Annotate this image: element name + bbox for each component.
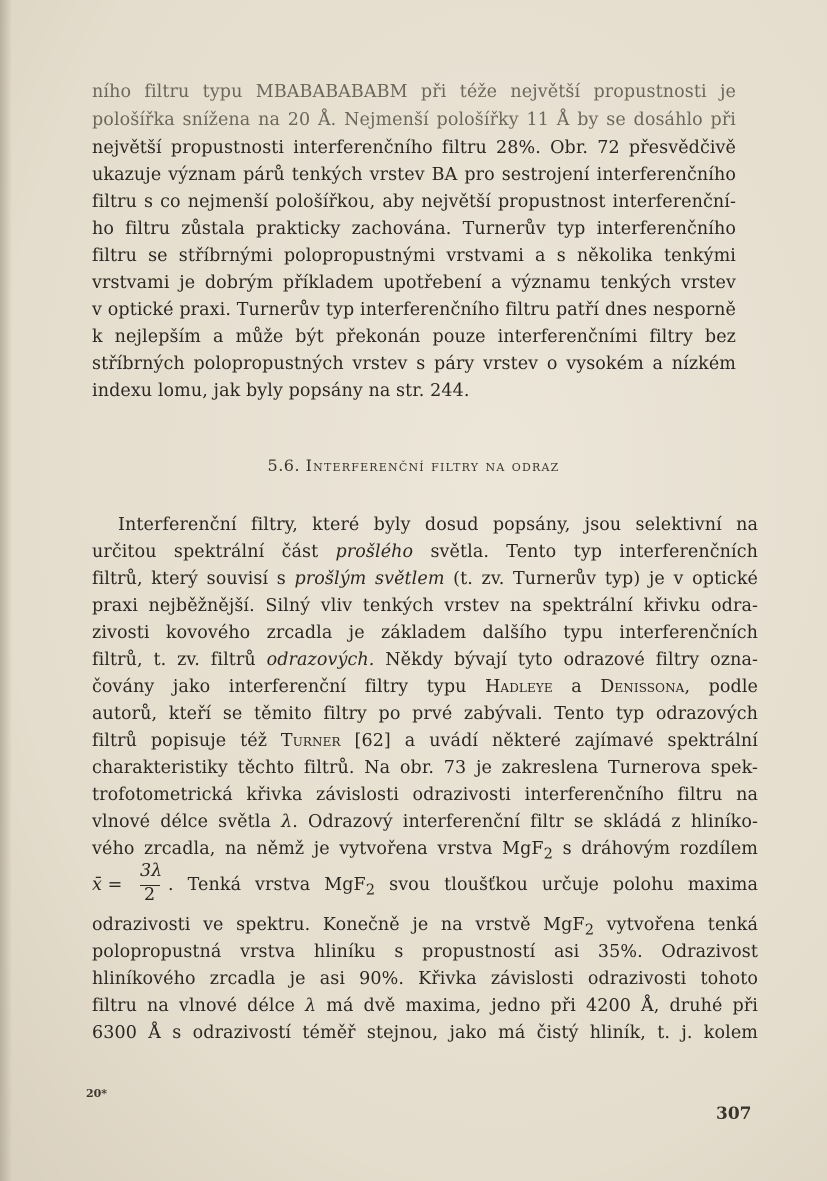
text-line: vého zrcadla, na němž je vytvořena vrstva MgF$_2$ s dráhovým rozdílem [92,839,758,863]
text-line: Interferenční filtry, které byly dosud popsány, jsou selektivní na [118,515,758,535]
text-line: stříbrných polopropustných vrstev s páry vrstev o vysokém a nízkém [92,354,736,374]
text-line: trofotometrická křivka závislosti odrazivosti interferenčního filtru na [92,785,758,805]
signature-mark: 20* [86,1087,108,1100]
text-line: indexu lomu, jak byly popsány na str. 244. [92,381,470,401]
text-line: ho filtru zůstala prakticky zachována. Turnerův typ interferenčního [92,219,736,239]
text-line: pološířka snížena na 20 Å. Nejmenší pološířky 11 Å by se dosáhlo při [92,110,736,130]
text-line: filtru na vlnové délce λ má dvě maxima, jedno při 4200 Å, druhé při [92,996,758,1016]
text-line: . Tenká vrstva MgF$_2$ svou tloušťkou určuje polohu maxima [168,875,758,899]
text-line: hliníkového zrcadla je asi 90%. Křivka závislosti odrazivosti tohoto [92,969,758,989]
text-line: zivosti kovového zrcadla je základem dalšího typu interferenčních [92,623,758,643]
text-line: autorů, kteří se těmito filtry po prvé zabývali. Tento typ odrazových [92,704,758,724]
page-binding-shadow [0,0,12,1181]
text-line: praxi nejběžnější. Silný vliv tenkých vrstev na spektrální křivku odra- [92,596,758,616]
text-line: čovány jako interferenční filtry typu Hadleye a Denissona, podle [92,677,758,697]
section-number: 5.6. [267,456,301,475]
text-line: filtrů, který souvisí s prošlým světlem (t. zv. Turnerův typ) je v optické [92,569,758,589]
text-line: k nejlepším a může být překonán pouze interferenčními filtry bez [92,327,736,347]
text-line: vrstvami je dobrým příkladem upotřebení a významu tenkých vrstev [92,273,736,293]
fraction-denominator: 2 [144,885,156,905]
text-line: filtrů, t. zv. filtrů odrazových. Někdy bývají tyto odrazové filtry ozna- [92,650,758,670]
section-heading [0,456,827,475]
text-line: v optické praxi. Turnerův typ interferenčního filtru patří dnes nesporně [92,300,736,320]
equation-lhs: x̄ = [92,875,123,895]
text-line: ukazuje význam párů tenkých vrstev BA pro sestrojení interferenčního [92,165,736,185]
fraction-numerator: 3λ [140,861,163,881]
text-line: 6300 Å s odrazivostí téměř stejnou, jako má čistý hliník, t. j. kolem [92,1023,758,1043]
text-line: největší propustnosti interferenčního filtru 28%. Obr. 72 přesvědčivě [92,138,736,158]
text-line: filtru se stříbrnými polopropustnými vrstvami a s několika tenkými [92,246,736,266]
text-line: určitou spektrální část prošlého světla. Tento typ interferenčních [92,542,758,562]
equation-fraction [140,861,164,911]
page-number: 307 [716,1104,752,1124]
text-line: ního filtru typu MBABABABABM při téže největší propustnosti je [92,82,736,102]
text-line: charakteristiky těchto filtrů. Na obr. 73 je zakreslena Turnerova spek- [92,758,758,778]
text-line: polopropustná vrstva hliníku s propustností asi 35%. Odrazivost [92,942,758,962]
section-title: Interferenční filtry na odraz [305,456,560,475]
text-line: vlnové délce světla λ. Odrazový interferenční filtr se skládá z hliníko- [92,812,758,832]
text-line: odrazivosti ve spektru. Konečně je na vrstvě MgF$_2$ vytvořena tenká [92,915,759,939]
text-line: filtrů popisuje též Turner [62] a uvádí některé zajímavé spektrální [92,731,758,751]
text-line: filtru s co nejmenší pološířkou, aby největší propustnost interferenční- [92,192,736,212]
